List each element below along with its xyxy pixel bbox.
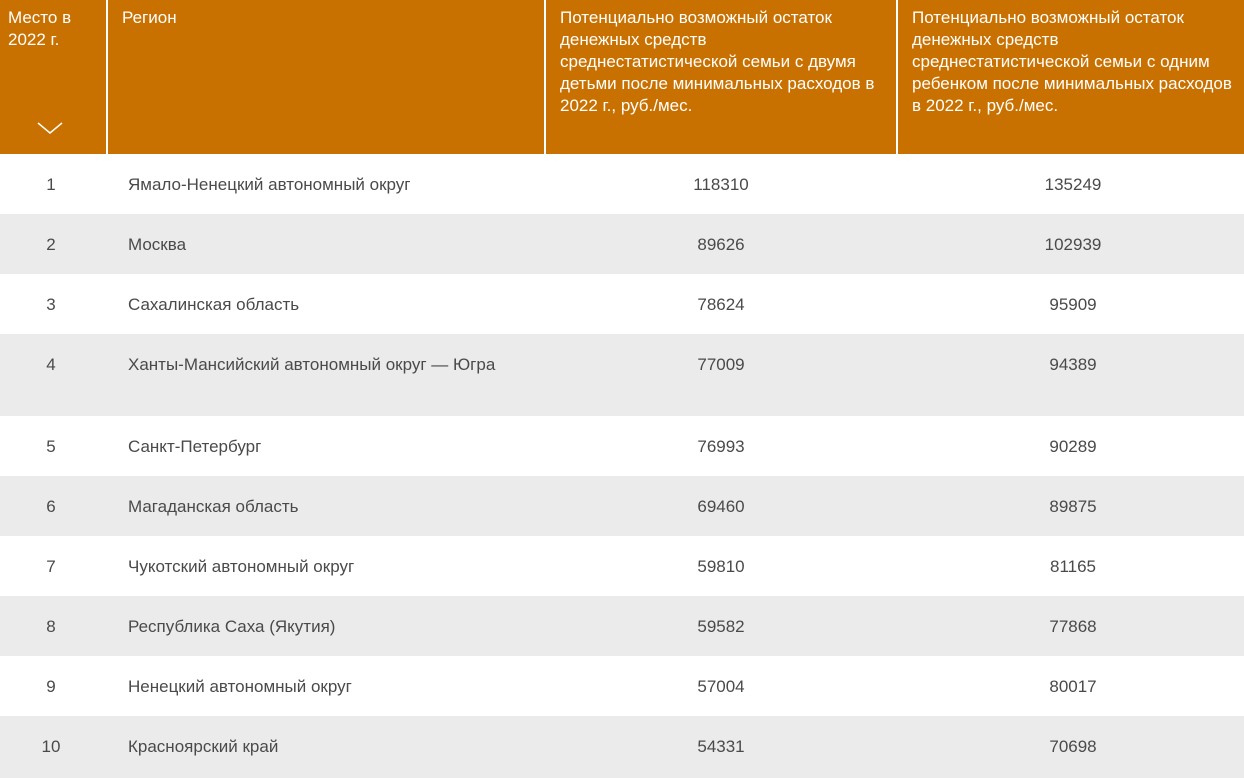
one-child-cell: 81165 [898,536,1244,596]
table-row [0,416,1244,476]
region-cell: Магаданская область [108,476,544,536]
table-row [0,334,1244,416]
two-children-cell: 69460 [546,476,896,536]
rank-cell: 7 [0,536,106,596]
table-row [0,154,1244,214]
one-child-cell: 102939 [898,214,1244,274]
region-cell: Чукотский автономный округ [108,536,544,596]
region-cell: Москва [108,214,544,274]
rank-cell: 2 [0,214,106,274]
one-child-cell: 70698 [898,716,1244,778]
table-row [0,536,1244,596]
header-region[interactable] [108,0,544,154]
table-body [0,154,1244,778]
rank-cell: 10 [0,716,106,778]
table-row [0,716,1244,778]
two-children-cell: 89626 [546,214,896,274]
rank-cell: 9 [0,656,106,716]
two-children-cell: 57004 [546,656,896,716]
region-cell: Республика Саха (Якутия) [108,596,544,656]
header-rank[interactable] [0,0,106,154]
two-children-cell: 118310 [546,154,896,214]
one-child-cell: 90289 [898,416,1244,476]
table-row [0,656,1244,716]
two-children-cell: 77009 [546,334,896,416]
table-row [0,476,1244,536]
table-row [0,596,1244,656]
one-child-cell: 77868 [898,596,1244,656]
one-child-cell: 80017 [898,656,1244,716]
header-one-child-label: Потенциально возможный остаток денежных средств среднестатистической семьи с одним ребенком после минимальных расходов в 2022 г., руб./мес. [912,8,1232,115]
one-child-cell: 95909 [898,274,1244,334]
region-cell: Ненецкий автономный округ [108,656,544,716]
region-cell: Сахалинская область [108,274,544,334]
header-two-children-label: Потенциально возможный остаток денежных средств среднестатистической семьи с двумя детьми после минимальных расходов в 2022 г., руб./мес. [560,8,875,115]
chevron-down-icon[interactable] [36,120,64,136]
two-children-cell: 76993 [546,416,896,476]
one-child-cell: 89875 [898,476,1244,536]
rank-cell: 5 [0,416,106,476]
region-cell: Санкт-Петербург [108,416,544,476]
table-row [0,274,1244,334]
region-cell: Ямало-Ненецкий автономный округ [108,154,544,214]
header-rank-label: Место в 2022 г. [8,8,72,49]
one-child-cell: 94389 [898,334,1244,416]
header-one-child[interactable] [898,0,1244,154]
two-children-cell: 59810 [546,536,896,596]
two-children-cell: 78624 [546,274,896,334]
one-child-cell: 135249 [898,154,1244,214]
rank-cell: 3 [0,274,106,334]
header-region-label: Регион [122,8,177,27]
table-header [0,0,1244,154]
region-cell: Ханты-Мансийский автономный округ — Югра [108,334,544,416]
rank-cell: 1 [0,154,106,214]
two-children-cell: 59582 [546,596,896,656]
rank-cell: 6 [0,476,106,536]
rank-cell: 8 [0,596,106,656]
two-children-cell: 54331 [546,716,896,778]
header-two-children[interactable] [546,0,896,154]
table-row [0,214,1244,274]
rank-cell: 4 [0,334,106,416]
region-cell: Красноярский край [108,716,544,778]
